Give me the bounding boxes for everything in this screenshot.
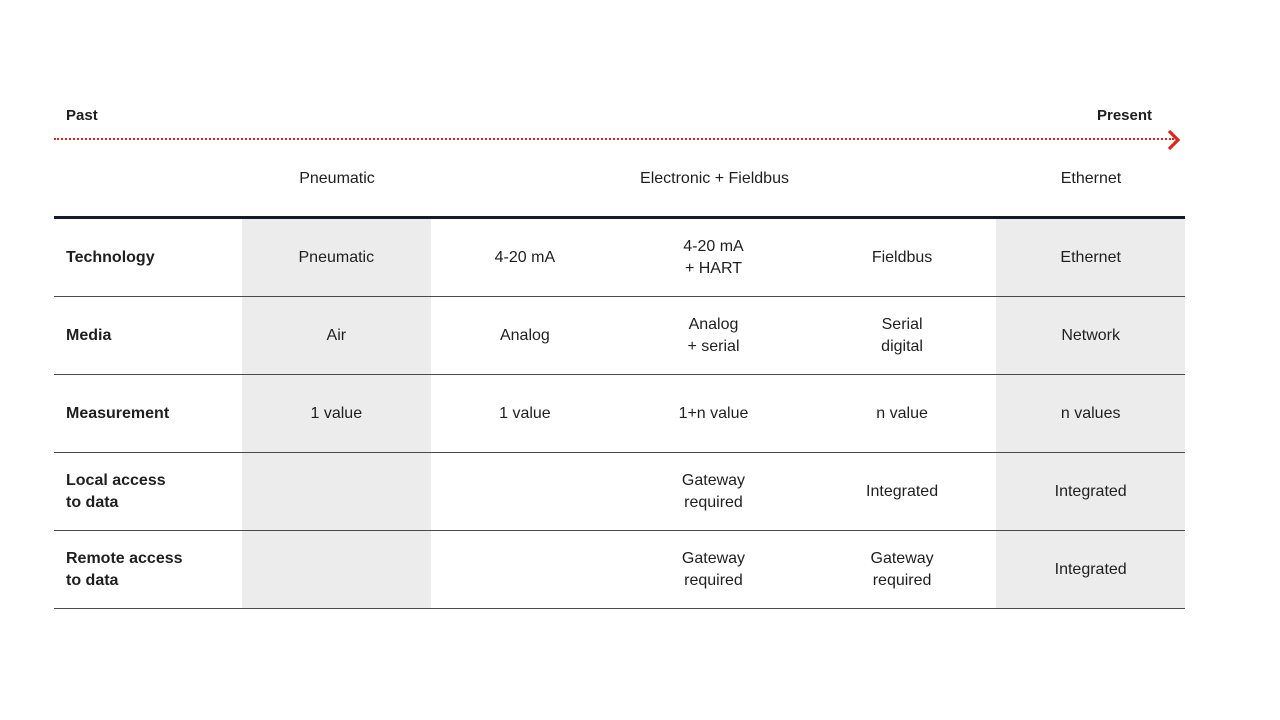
table-cell: Analog + serial: [687, 315, 740, 355]
table-row: [54, 531, 1185, 609]
table-cell: 1 value: [499, 404, 551, 422]
table-cell: 1 value: [242, 375, 431, 452]
table-cell: n values: [996, 375, 1185, 452]
row-label: Measurement: [66, 404, 170, 422]
table-cell: [242, 531, 431, 608]
table-row: [54, 375, 1185, 453]
table-row: [54, 219, 1185, 297]
era-pneumatic: Pneumatic: [299, 170, 375, 187]
table-cell: Integrated: [996, 453, 1185, 530]
timeline-start-label: Past: [66, 107, 98, 124]
table-cell: Pneumatic: [242, 219, 431, 296]
table-cell: [431, 531, 620, 608]
table-cell: n value: [876, 404, 928, 422]
table-cell: Fieldbus: [871, 248, 933, 266]
table-cell: Air: [242, 297, 431, 374]
row-label: Media: [66, 326, 112, 344]
table-cell: 4-20 mA + HART: [683, 237, 744, 277]
chevron-right-icon: [1163, 128, 1187, 152]
era-ethernet: Ethernet: [1060, 170, 1122, 187]
table-cell: Gateway required: [870, 549, 934, 589]
table-row: [54, 297, 1185, 375]
timeline-end-label: Present: [1097, 107, 1153, 124]
comparison-table: [54, 219, 1185, 609]
table-cell: Gateway required: [681, 549, 746, 589]
table-row: [54, 453, 1185, 531]
row-label: Remote access to data: [66, 549, 183, 589]
table-cell: Integrated: [996, 531, 1185, 608]
table-cell: Network: [996, 297, 1185, 374]
row-label: Technology: [66, 248, 155, 266]
table-cell: [242, 453, 431, 530]
table-cell: Ethernet: [996, 219, 1185, 296]
row-label: Local access to data: [66, 471, 166, 511]
table-cell: [431, 453, 620, 530]
table-cell: Analog: [499, 326, 550, 344]
table-cell: Gateway required: [681, 471, 746, 511]
timeline-dotted-line: [54, 138, 1174, 140]
table-cell: 4-20 mA: [494, 248, 556, 266]
era-electronic-fieldbus: Electronic + Fieldbus: [640, 170, 789, 187]
table-cell: Serial digital: [881, 315, 923, 355]
table-cell: 1+n value: [678, 404, 749, 422]
table-cell: Integrated: [866, 482, 939, 500]
